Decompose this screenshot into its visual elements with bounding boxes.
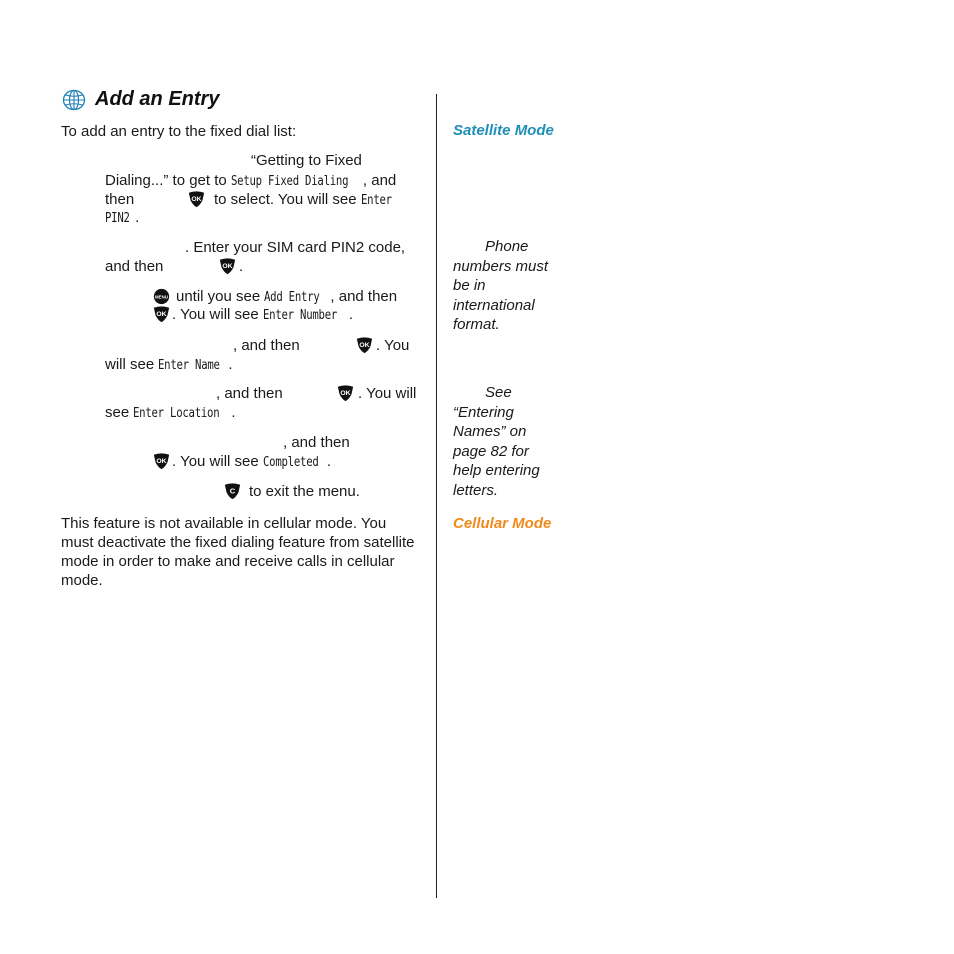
step6-line1: , and then <box>283 434 350 451</box>
step3-line1: until you see Add Entry , and then <box>176 288 398 305</box>
step4-line1: , and then <box>233 337 300 354</box>
menu-key-icon <box>153 288 170 305</box>
ok-key-icon <box>337 385 354 402</box>
lcd-enter-number: Enter Number <box>262 308 337 323</box>
ok-key-icon <box>153 306 170 323</box>
section-heading <box>62 88 219 111</box>
step6-line2: . You will see Completed . <box>172 453 332 470</box>
column-divider <box>436 94 437 898</box>
sidebar-note-phone-format: Phone numbers must be in international format. <box>453 238 549 333</box>
step5-line2: see Enter Location . <box>105 404 236 421</box>
step2-line2: and then <box>105 258 164 275</box>
cellular-note-paragraph: This feature is not available in cellular mode. You must deactivate the fixed dialing feature from satellite mode in order to make and receive calls in cellular mode. <box>61 515 415 589</box>
ok-key-icon <box>153 453 170 470</box>
page-title: Add an Entry <box>95 88 220 110</box>
lcd-add-entry: Add Entry <box>264 290 320 305</box>
step2-line1: . Enter your SIM card PIN2 code, <box>185 239 406 256</box>
step4-line1b: . You <box>376 337 410 354</box>
clear-key-icon <box>224 483 241 500</box>
step1-line4: PIN2 . <box>105 209 140 226</box>
step1-line1: “Getting to Fixed <box>251 152 362 169</box>
lcd-enter-location: Enter Location <box>133 406 220 421</box>
step5-line1: , and then <box>216 385 283 402</box>
step1-line3b: to select. You will see Enter <box>214 191 392 208</box>
cellular-mode-heading: Cellular Mode <box>453 515 552 532</box>
step5-line1b: . You will <box>358 385 417 402</box>
lcd-enter-name: Enter Name <box>158 358 221 373</box>
step2-line2b: . <box>239 258 244 275</box>
lcd-setup-fixed-dialing: Setup Fixed Dialing <box>230 174 349 189</box>
intro-text: To add an entry to the fixed dial list: <box>61 123 297 140</box>
step7-line1: to exit the menu. <box>249 483 360 500</box>
ok-key-icon <box>188 191 205 208</box>
lcd-pin2: PIN2 <box>105 211 130 226</box>
lcd-completed: Completed <box>262 455 319 470</box>
ok-key-icon <box>219 258 236 275</box>
step1-line2: Dialing...” to get to Setup Fixed Dialing , and <box>105 172 397 189</box>
satellite-mode-heading: Satellite Mode <box>453 122 554 139</box>
step3-line2: . You will see Enter Number . <box>172 306 354 323</box>
step4-line2: will see Enter Name . <box>105 356 233 373</box>
ok-key-icon <box>356 337 373 354</box>
globe-icon <box>62 89 86 111</box>
step1-line3: then <box>105 191 135 208</box>
sidebar-note-entering-names: See “Entering Names” on page 82 for help entering letters. <box>453 384 540 499</box>
lcd-enter: Enter <box>360 193 392 208</box>
